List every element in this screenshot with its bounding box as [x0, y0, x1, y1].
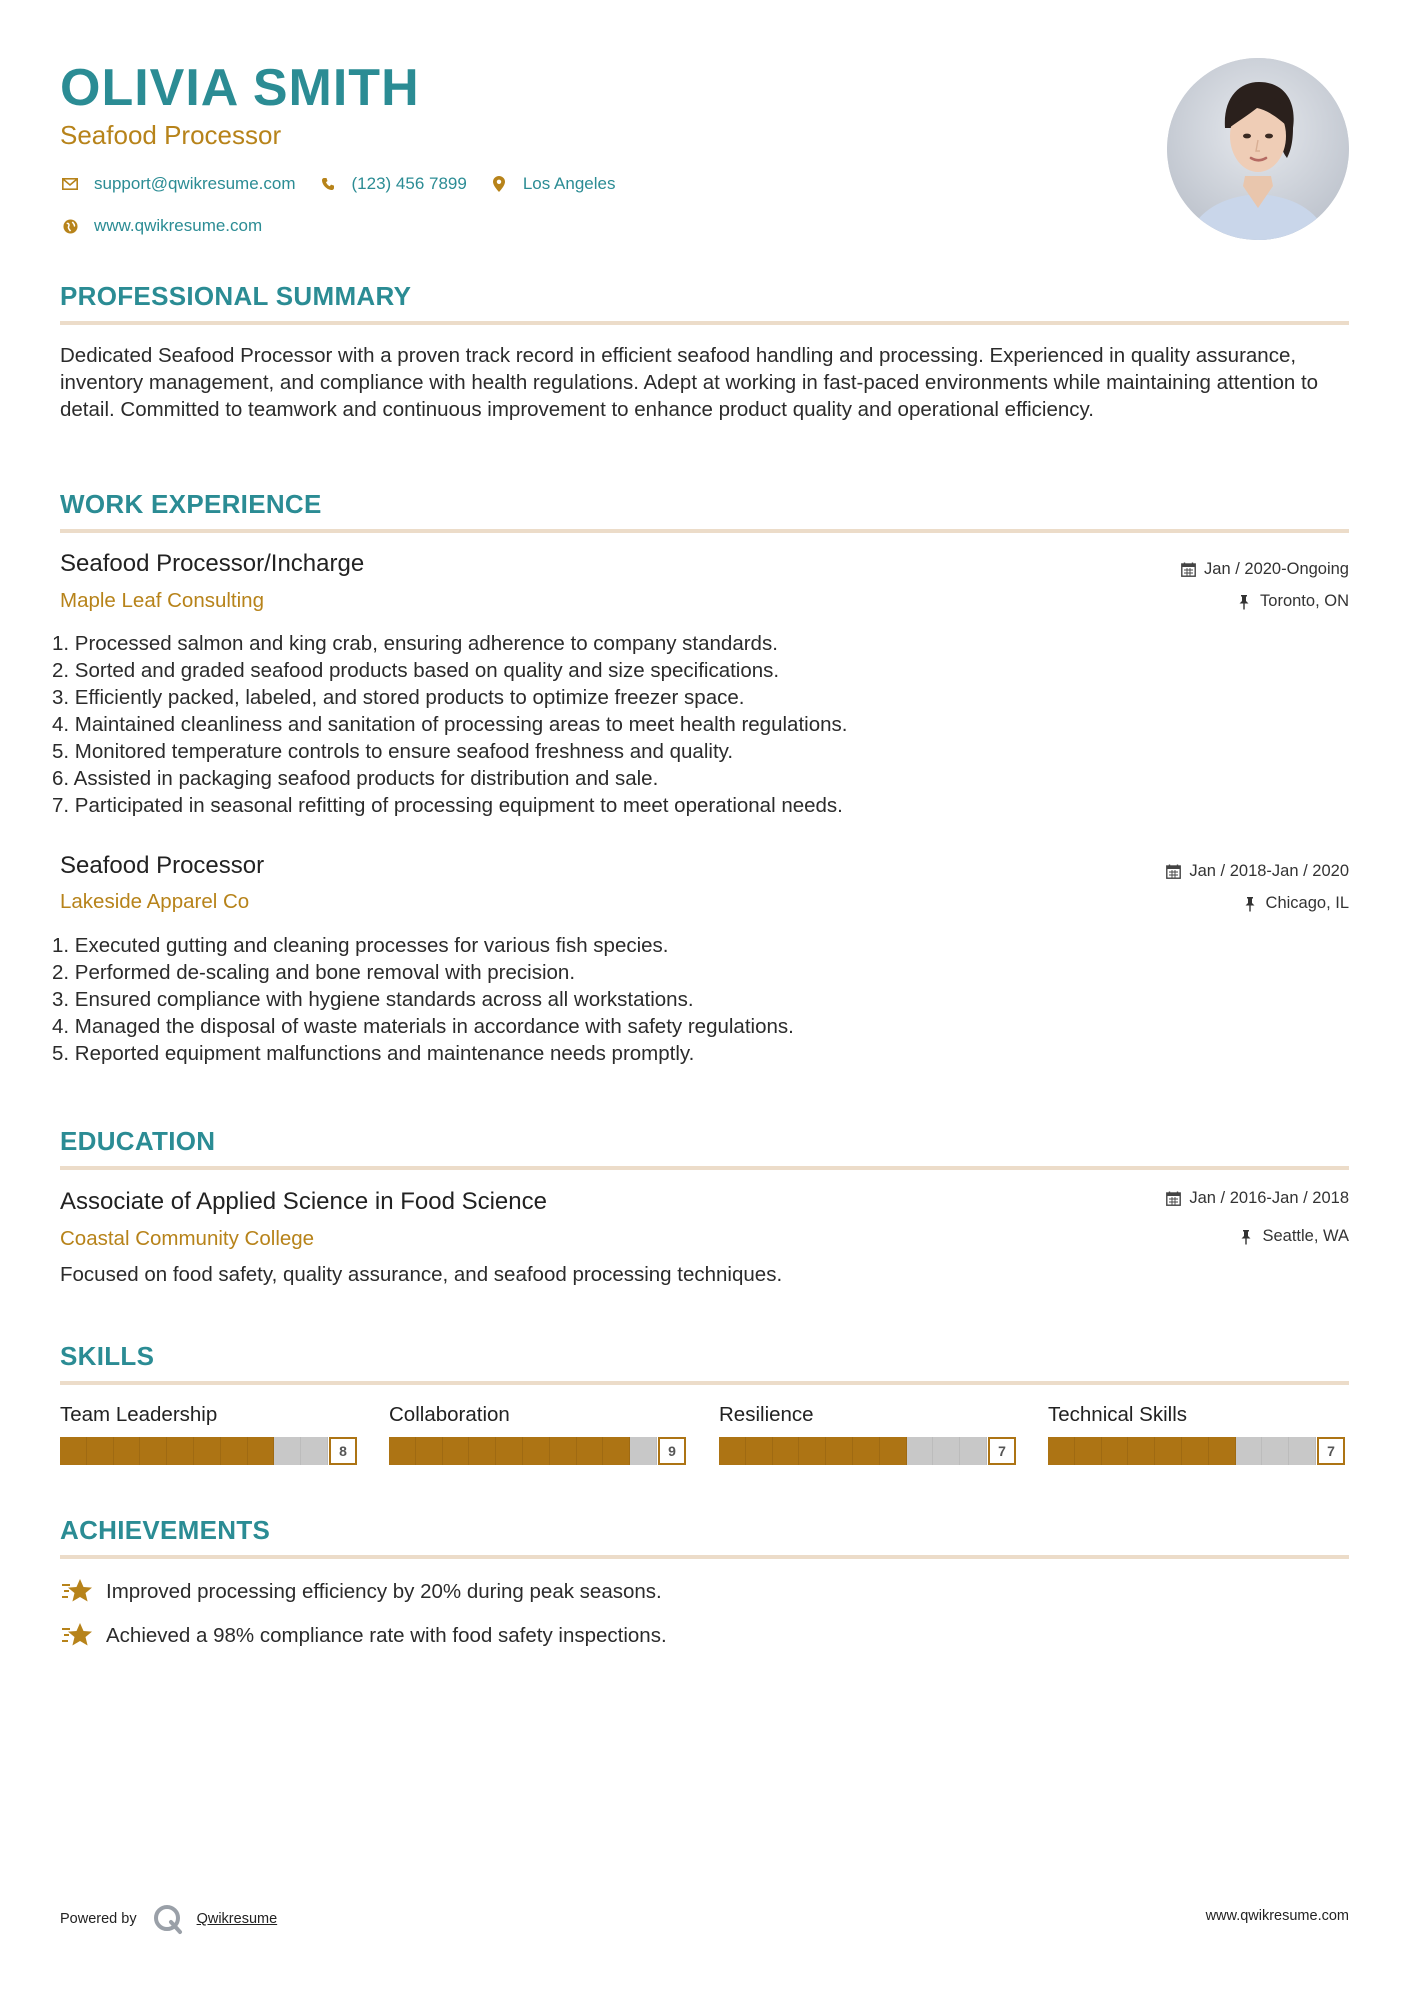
- list-item: 6. Assisted in packaging seafood products for distribution and sale.: [52, 767, 659, 790]
- achievement-item: [60, 1575, 662, 1609]
- list-item: 4. Maintained cleanliness and sanitation of processing areas to meet health regulations.: [52, 713, 848, 736]
- skill-segment-filled: [1128, 1437, 1155, 1465]
- job-title: Seafood Processor/Incharge: [60, 550, 365, 577]
- envelope-icon: [60, 174, 80, 194]
- qwikresume-logo-icon: [151, 1902, 185, 1936]
- section-divider: [60, 321, 1349, 325]
- powered-by-label: Powered by: [60, 1911, 137, 1927]
- section-divider: [60, 1381, 1349, 1385]
- skill-score: 7: [988, 1437, 1016, 1465]
- calendar-icon: [1165, 1191, 1181, 1207]
- summary-text: Dedicated Seafood Processor with a proven track record in efficient seafood handling and processing. Experienced in quality assurance, inventory management, and compliance with health regulations. Adept at working in fast-paced environments while maintaining attention to detail. Committed to teamwork and continuous improvement to enhance product quality and operational efficiency.: [60, 344, 1319, 421]
- skill-segment-filled: [167, 1437, 194, 1465]
- footer-brand-link[interactable]: Qwikresume: [196, 1911, 278, 1927]
- profile-photo: [1167, 58, 1349, 240]
- skill-segment-empty: [1289, 1437, 1316, 1465]
- skill-name: Resilience: [719, 1403, 814, 1426]
- skill-segment-filled: [469, 1437, 496, 1465]
- skill-segment-filled: [1102, 1437, 1129, 1465]
- globe-icon: [60, 216, 80, 236]
- skill-name: Collaboration: [389, 1403, 510, 1426]
- skill-segment-filled: [1209, 1437, 1236, 1465]
- skill-segment-filled: [773, 1437, 800, 1465]
- skill-segment-filled: [496, 1437, 523, 1465]
- list-item: 3. Efficiently packed, labeled, and stored products to optimize freezer space.: [52, 686, 745, 709]
- skill-item: [719, 1403, 1019, 1465]
- section-title-skills: SKILLS: [60, 1341, 155, 1371]
- skill-segment-empty: [301, 1437, 328, 1465]
- section-divider: [60, 1166, 1349, 1170]
- education-dates-text: Jan / 2016-Jan / 2018: [1189, 1189, 1349, 1207]
- star-icon: [60, 1575, 94, 1609]
- education-location: [1238, 1227, 1349, 1246]
- pushpin-icon: [1242, 896, 1258, 912]
- skill-segment-filled: [416, 1437, 443, 1465]
- section-title-achievements: ACHIEVEMENTS: [60, 1515, 271, 1545]
- skill-track: [389, 1437, 657, 1465]
- skill-segment-empty: [907, 1437, 934, 1465]
- skill-rating-bar: [719, 1437, 1019, 1465]
- section-title-summary: PROFESSIONAL SUMMARY: [60, 281, 412, 311]
- skill-segment-filled: [114, 1437, 141, 1465]
- skill-segment-filled: [1075, 1437, 1102, 1465]
- skill-segment-filled: [1048, 1437, 1075, 1465]
- pushpin-icon: [1238, 1229, 1254, 1245]
- skill-segment-filled: [603, 1437, 630, 1465]
- skill-segment-filled: [746, 1437, 773, 1465]
- contact-email[interactable]: support@qwikresume.com: [94, 174, 296, 193]
- skill-segment-filled: [194, 1437, 221, 1465]
- skill-segment-filled: [140, 1437, 167, 1465]
- list-item: 2. Sorted and graded seafood products based on quality and size specifications.: [52, 659, 780, 682]
- job-dates-text: Jan / 2020-Ongoing: [1204, 560, 1349, 578]
- job-dates-text: Jan / 2018-Jan / 2020: [1189, 862, 1349, 880]
- skill-score: 7: [1317, 1437, 1345, 1465]
- skill-name: Technical Skills: [1048, 1403, 1187, 1426]
- job-bullet-list: [52, 630, 847, 819]
- skill-segment-empty: [933, 1437, 960, 1465]
- contact-line-secondary: [60, 216, 284, 236]
- skill-segment-filled: [248, 1437, 275, 1465]
- skill-track: [719, 1437, 987, 1465]
- skill-segment-filled: [577, 1437, 604, 1465]
- contact-line-primary: [60, 174, 637, 194]
- skill-score: 9: [658, 1437, 686, 1465]
- skill-segment-empty: [274, 1437, 301, 1465]
- skill-segment-filled: [389, 1437, 416, 1465]
- skill-segment-filled: [221, 1437, 248, 1465]
- map-marker-icon: [489, 174, 509, 194]
- skill-segment-filled: [826, 1437, 853, 1465]
- skill-segment-empty: [630, 1437, 657, 1465]
- contact-website[interactable]: www.qwikresume.com: [94, 216, 263, 235]
- job-location: [1236, 592, 1349, 611]
- skill-segment-empty: [1236, 1437, 1263, 1465]
- candidate-role: Seafood Processor: [60, 120, 282, 150]
- skill-segment-empty: [1262, 1437, 1289, 1465]
- skill-item: [1048, 1403, 1348, 1465]
- skill-segment-filled: [443, 1437, 470, 1465]
- education-description: Focused on food safety, quality assurance, and seafood processing techniques.: [60, 1263, 783, 1286]
- candidate-name: OLIVIA SMITH: [60, 59, 420, 117]
- calendar-icon: [1165, 864, 1181, 880]
- job-dates: [1180, 560, 1349, 579]
- skill-segment-filled: [880, 1437, 907, 1465]
- education-school: Coastal Community College: [60, 1227, 315, 1250]
- pushpin-icon: [1236, 594, 1252, 610]
- skill-segment-empty: [960, 1437, 987, 1465]
- job-location-text: Chicago, IL: [1265, 894, 1349, 912]
- skill-segment-filled: [523, 1437, 550, 1465]
- star-icon: [60, 1619, 94, 1653]
- skill-rating-bar: [389, 1437, 689, 1465]
- skill-segment-filled: [1182, 1437, 1209, 1465]
- education-degree: Associate of Applied Science in Food Science: [60, 1188, 547, 1215]
- contact-location: Los Angeles: [522, 174, 616, 193]
- achievement-text: Improved processing efficiency by 20% during peak seasons.: [106, 1580, 662, 1603]
- footer-powered-by: [60, 1902, 277, 1936]
- list-item: 7. Participated in seasonal refitting of processing equipment to meet operational needs.: [52, 794, 843, 817]
- skill-segment-filled: [853, 1437, 880, 1465]
- section-title-experience: WORK EXPERIENCE: [60, 489, 322, 519]
- contact-phone[interactable]: (123) 456 7899: [351, 174, 467, 193]
- section-divider: [60, 529, 1349, 533]
- calendar-icon: [1180, 562, 1196, 578]
- list-item: 1. Processed salmon and king crab, ensuring adherence to company standards.: [52, 632, 778, 655]
- job-company: Lakeside Apparel Co: [60, 890, 250, 913]
- education-location-text: Seattle, WA: [1262, 1227, 1349, 1245]
- skill-segment-filled: [719, 1437, 746, 1465]
- skill-name: Team Leadership: [60, 1403, 218, 1426]
- list-item: 5. Reported equipment malfunctions and maintenance needs promptly.: [52, 1042, 695, 1065]
- job-location-text: Toronto, ON: [1260, 592, 1349, 610]
- phone-icon: [318, 174, 338, 194]
- skill-segment-filled: [60, 1437, 87, 1465]
- skill-segment-filled: [799, 1437, 826, 1465]
- skill-segment-filled: [550, 1437, 577, 1465]
- section-divider: [60, 1555, 1349, 1559]
- section-title-education: EDUCATION: [60, 1126, 216, 1156]
- skill-track: [1048, 1437, 1316, 1465]
- skill-item: [389, 1403, 689, 1465]
- education-dates: [1165, 1189, 1349, 1208]
- achievement-item: [60, 1619, 667, 1653]
- list-item: 1. Executed gutting and cleaning processes for various fish species.: [52, 934, 669, 957]
- list-item: 5. Monitored temperature controls to ensure seafood freshness and quality.: [52, 740, 734, 763]
- skill-track: [60, 1437, 328, 1465]
- skill-item: [60, 1403, 360, 1465]
- job-title: Seafood Processor: [60, 852, 265, 879]
- list-item: 4. Managed the disposal of waste materials in accordance with safety regulations.: [52, 1015, 794, 1038]
- footer-website[interactable]: www.qwikresume.com: [1205, 1908, 1349, 1924]
- skill-rating-bar: [1048, 1437, 1348, 1465]
- achievement-text: Achieved a 98% compliance rate with food safety inspections.: [106, 1624, 667, 1647]
- job-company: Maple Leaf Consulting: [60, 589, 264, 612]
- job-bullet-list: [52, 932, 794, 1067]
- list-item: 2. Performed de-scaling and bone removal with precision.: [52, 961, 576, 984]
- skill-segment-filled: [87, 1437, 114, 1465]
- job-dates: [1165, 862, 1349, 881]
- skill-rating-bar: [60, 1437, 360, 1465]
- list-item: 3. Ensured compliance with hygiene standards across all workstations.: [52, 988, 694, 1011]
- job-location: [1242, 894, 1349, 913]
- skill-score: 8: [329, 1437, 357, 1465]
- skill-segment-filled: [1155, 1437, 1182, 1465]
